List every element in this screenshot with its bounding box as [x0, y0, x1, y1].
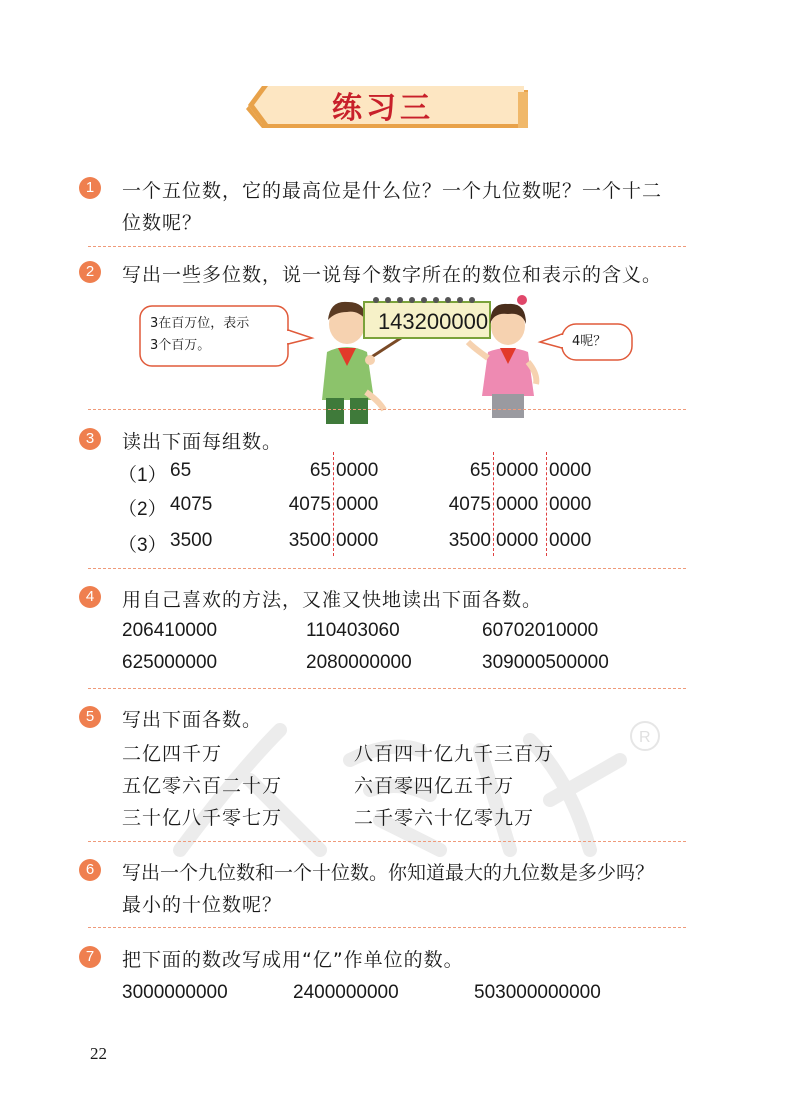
- divider: [88, 409, 686, 410]
- number: 3500: [448, 530, 491, 551]
- problem-7-line-1: 把下面的数改写成用“亿”作单位的数。: [122, 949, 464, 971]
- item: 六百零四亿五千万: [354, 775, 515, 797]
- number: 0000: [549, 530, 592, 551]
- problem-1-line-2: 位数呢？: [122, 212, 203, 234]
- divider: [88, 568, 686, 569]
- page-title: 练习三: [332, 91, 434, 126]
- problem-1-line-1: 一个五位数，它的最高位是什么位？一个九位数呢？一个十二: [122, 180, 663, 202]
- number: 4075: [170, 494, 213, 515]
- item: 二千零六十亿零九万: [354, 807, 535, 829]
- number: 60702010000: [482, 620, 599, 641]
- dash-separator: [493, 452, 494, 556]
- number: 0000: [549, 460, 592, 481]
- number: 110403060: [306, 620, 400, 641]
- item: 五亿零六百二十万: [122, 775, 283, 797]
- number: 0000: [549, 494, 592, 515]
- divider: [88, 841, 686, 842]
- problem-5-badge: 5: [79, 706, 101, 728]
- problem-3-badge: 3: [79, 428, 101, 450]
- problem-4-line-1: 用自己喜欢的方法，又准又快地读出下面各数。: [122, 589, 543, 611]
- divider: [88, 246, 686, 247]
- divider: [88, 927, 686, 928]
- bubble-right: 4呢？: [572, 334, 607, 349]
- problem-6-line-1: 写出一个九位数和一个十位数。你知道最大的九位数是多少吗？: [122, 862, 655, 884]
- number: 0000: [496, 460, 539, 481]
- number: 0000: [336, 460, 379, 481]
- bubble-left-line-2: 3个百万。: [150, 338, 211, 353]
- number: 4075: [448, 494, 491, 515]
- number: 3000000000: [122, 982, 228, 1003]
- problem-1-badge: 1: [79, 177, 101, 199]
- page-number: 22: [90, 1044, 107, 1063]
- problem-2-line-1: 写出一些多位数，说一说每个数字所在的数位和表示的含义。: [122, 264, 663, 286]
- divider: [88, 688, 686, 689]
- bubble-left-line-1: 3在百万位，表示: [150, 316, 250, 331]
- problem-6-line-2: 最小的十位数呢？: [122, 894, 283, 916]
- problem-6-badge: 6: [79, 859, 101, 881]
- number: 65: [170, 460, 192, 481]
- number: 0000: [336, 530, 379, 551]
- number: 206410000: [122, 620, 218, 641]
- number: 4075: [288, 494, 331, 515]
- number: 3500: [288, 530, 331, 551]
- number: 65: [309, 460, 331, 481]
- number: 309000500000: [482, 652, 609, 673]
- item: 二亿四千万: [122, 743, 223, 765]
- title-banner: [238, 86, 528, 132]
- problem-3-line-1: 读出下面每组数。: [122, 431, 283, 453]
- row-label: （2）: [118, 499, 167, 520]
- number: 625000000: [122, 652, 218, 673]
- number: 3500: [170, 530, 213, 551]
- problem-7-badge: 7: [79, 946, 101, 968]
- number: 0000: [496, 494, 539, 515]
- problem-2-badge: 2: [79, 261, 101, 283]
- number: 503000000000: [474, 982, 601, 1003]
- dash-separator: [333, 452, 334, 556]
- item: 八百四十亿九千三百万: [354, 743, 555, 765]
- item: 三十亿八千零七万: [122, 807, 283, 829]
- problem-4-badge: 4: [79, 586, 101, 608]
- number: 0000: [336, 494, 379, 515]
- number: 2080000000: [306, 652, 412, 673]
- row-label: （1）: [118, 465, 167, 486]
- board-number: 143200000: [377, 309, 489, 334]
- row-label: （3）: [118, 535, 167, 556]
- dash-separator: [546, 452, 547, 556]
- number: 65: [469, 460, 491, 481]
- problem-5-line-1: 写出下面各数。: [122, 709, 263, 731]
- number: 0000: [496, 530, 539, 551]
- number: 2400000000: [293, 982, 399, 1003]
- svg-text:R: R: [639, 729, 651, 746]
